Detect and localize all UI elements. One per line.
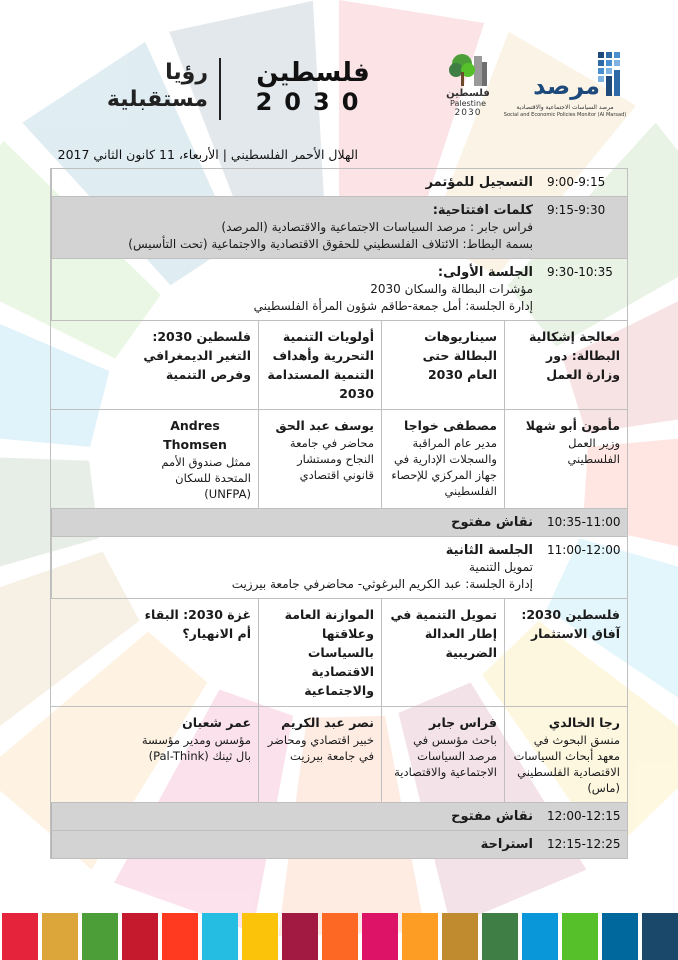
topic-cell — [258, 321, 381, 409]
speaker-cell — [381, 410, 504, 508]
session-1 — [51, 259, 627, 509]
content-cell — [51, 831, 541, 858]
speaker-cell — [258, 410, 381, 508]
topic-title: فلسطين 2030: آفاق الاستثمار — [521, 607, 620, 641]
session-2-title: الجلسة الثانية — [445, 543, 533, 558]
sdg-color-block — [2, 913, 38, 960]
sdg-color-block — [522, 913, 558, 960]
time-cell: 9:15-9:30 — [547, 203, 606, 217]
tree-building-icon — [446, 48, 490, 88]
marsad-mark-icon — [596, 50, 630, 102]
schedule-row-discussion-1 — [51, 509, 627, 537]
speaker-role: منسق البحوث في معهد أبحاث السياسات الاقتصادية الفلسطيني (ماس) — [513, 733, 620, 795]
content-cell — [51, 197, 541, 258]
time-cell: 12:00-12:15 — [547, 809, 621, 823]
speaker-cell — [132, 410, 258, 508]
speaker-name: مأمون أبو شهلا — [525, 418, 620, 433]
speaker-name: رجا الخالدي — [548, 715, 620, 730]
marsad-logo — [503, 50, 630, 122]
session-1-topics — [51, 320, 627, 409]
sdg-color-block — [202, 913, 238, 960]
topic-title: الموازنة العامة وعلاقتها بالسياسات الاقتصادية والاجتماعية — [284, 607, 374, 698]
speaker-role: خبير اقتصادي ومحاضر في جامعة بيرزيت — [267, 733, 374, 763]
sdg-color-block — [482, 913, 518, 960]
topic-cell — [132, 599, 258, 706]
speaker-cell — [504, 707, 627, 802]
schedule-row-discussion-2 — [51, 803, 627, 831]
content-cell — [51, 803, 541, 830]
session-1-moderator: إدارة الجلسة: أمل جمعة-طاقم شؤون المرأة الفلسطيني — [253, 299, 533, 313]
sdg-color-block — [322, 913, 358, 960]
sdg-color-block — [402, 913, 438, 960]
speaker-cell — [381, 707, 504, 802]
content-cell — [51, 537, 541, 598]
marsad-name: مرصد — [533, 72, 600, 100]
speaker-cell — [504, 410, 627, 508]
sdg-color-block — [122, 913, 158, 960]
sdg-color-block — [282, 913, 318, 960]
sdg-color-block — [242, 913, 278, 960]
content-cell — [51, 509, 541, 536]
topic-cell — [258, 599, 381, 706]
speaker-role: مؤسس ومدير مؤسسة بال ثينك (Pal-Think) — [141, 733, 251, 763]
speaker-name: عمر شعبان — [182, 715, 251, 730]
sdg-color-block — [162, 913, 198, 960]
speaker-role: وزير العمل الفلسطيني — [567, 436, 620, 466]
marsad-subtitle-en: Social and Economic Policies Monitor (Al Marsad) — [503, 112, 627, 118]
vision-line1: رؤيا — [165, 60, 208, 85]
speaker-role: محاضر في جامعة النجاح ومستشار قانوني اقتصادي — [289, 436, 374, 482]
speaker-name: فراس جابر — [428, 715, 497, 730]
opening-title: كلمات افتتاحية: — [432, 203, 533, 218]
speaker-name: Andres Thomsen — [163, 418, 227, 452]
session-1-header — [51, 259, 627, 320]
speaker-role: باحث مؤسس في مرصد السياسات الاجتماعية والاقتصادية — [394, 733, 497, 779]
time-cell: 12:15-12:25 — [547, 837, 621, 851]
opening-speaker-2: بسمة البطاط: الائتلاف الفلسطيني للحقوق الاقتصادية والاجتماعية (تحت التأسيس) — [128, 237, 533, 251]
content-cell — [51, 169, 541, 196]
sdg-color-block — [562, 913, 598, 960]
topic-cell — [132, 321, 258, 409]
session-2-moderator: إدارة الجلسة: عبد الكريم البرغوثي- محاضرفي جامعة بيرزيت — [231, 577, 533, 591]
speaker-role: ممثل صندوق الأمم المتحدة للسكان (UNFPA) — [161, 455, 251, 501]
palestine-2030-logo — [438, 48, 498, 122]
header — [0, 0, 678, 140]
main-title — [228, 58, 398, 116]
palestine-logo-year: 2030 — [454, 108, 482, 118]
marsad-subtitle-ar: مرصد السياسات الاجتماعية والاقتصادية — [516, 104, 614, 111]
speaker-cell — [132, 707, 258, 802]
session-2-theme: تمويل التنمية — [469, 560, 533, 574]
session-2-speakers — [51, 706, 627, 802]
break-title: استراحة — [480, 837, 533, 852]
registration-title: التسجيل للمؤتمر — [425, 175, 533, 190]
topic-cell — [381, 599, 504, 706]
session-2-header — [51, 537, 627, 598]
speaker-name: يوسف عبد الحق — [275, 418, 374, 433]
topic-cell — [504, 321, 627, 409]
schedule-row-break — [51, 831, 627, 858]
topic-cell — [381, 321, 504, 409]
topic-cell — [504, 599, 627, 706]
discussion-1-title: نقاش مفتوح — [451, 515, 533, 530]
topic-title: معالجة إشكالية البطالة: دور وزارة العمل — [528, 329, 620, 382]
main-title-year: 2030 — [255, 88, 371, 116]
sdg-color-block — [602, 913, 638, 960]
schedule-row-registration — [51, 169, 627, 197]
session-2 — [51, 537, 627, 803]
session-2-topics — [51, 598, 627, 706]
topic-title: أولويات التنمية التحررية وأهداف التنمية المستدامة 2030 — [267, 329, 374, 401]
main-title-line1: فلسطين — [256, 58, 370, 88]
vision-line2: مستقبلية — [106, 87, 208, 112]
schedule-table — [50, 168, 628, 859]
topic-title: غزة 2030: البقاء أم الانهيار؟ — [144, 607, 251, 641]
discussion-2-title: نقاش مفتوح — [451, 809, 533, 824]
topic-title: تمويل التنمية في إطار العدالة الضريبية — [390, 607, 497, 660]
venue-date: الهلال الأحمر الفلسطيني | الأربعاء، 11 كانون الثاني 2017 — [57, 147, 358, 162]
sdg-color-block — [442, 913, 478, 960]
sdg-color-block — [42, 913, 78, 960]
time-cell: 11:00-12:00 — [547, 543, 621, 557]
sdg-color-bar — [0, 913, 678, 960]
speaker-cell — [258, 707, 381, 802]
topic-title: سيناريوهات البطالة حتى العام 2030 — [422, 329, 497, 382]
speaker-role: مدير عام المراقبة والسجلات الإدارية في جهاز المركزي للإحصاء الفلسطيني — [391, 436, 497, 498]
time-cell: 9:30-10:35 — [547, 265, 613, 279]
vision-title — [48, 60, 208, 112]
speaker-name: مصطفى خواجا — [403, 418, 497, 433]
session-1-title: الجلسة الأولى: — [437, 265, 533, 280]
title-divider — [219, 58, 221, 120]
content-cell — [51, 259, 541, 320]
topic-title: فلسطين 2030: التغير الديمغرافي وفرص التنمية — [143, 329, 251, 382]
speaker-name: نصر عبد الكريم — [281, 715, 374, 730]
session-1-speakers — [51, 409, 627, 508]
session-1-theme: مؤشرات البطالة والسكان 2030 — [370, 282, 533, 296]
time-cell: 9:00-9:15 — [547, 175, 606, 189]
sdg-color-block — [362, 913, 398, 960]
palestine-logo-en: Palestine — [449, 99, 487, 108]
sdg-color-block — [82, 913, 118, 960]
palestine-logo-ar: فلسطين — [446, 88, 490, 99]
sdg-color-block — [642, 913, 678, 960]
schedule-row-opening — [51, 197, 627, 259]
time-cell: 10:35-11:00 — [547, 515, 621, 529]
opening-speaker-1: فراس جابر : مرصد السياسات الاجتماعية والاقتصادية (المرصد) — [221, 220, 533, 234]
